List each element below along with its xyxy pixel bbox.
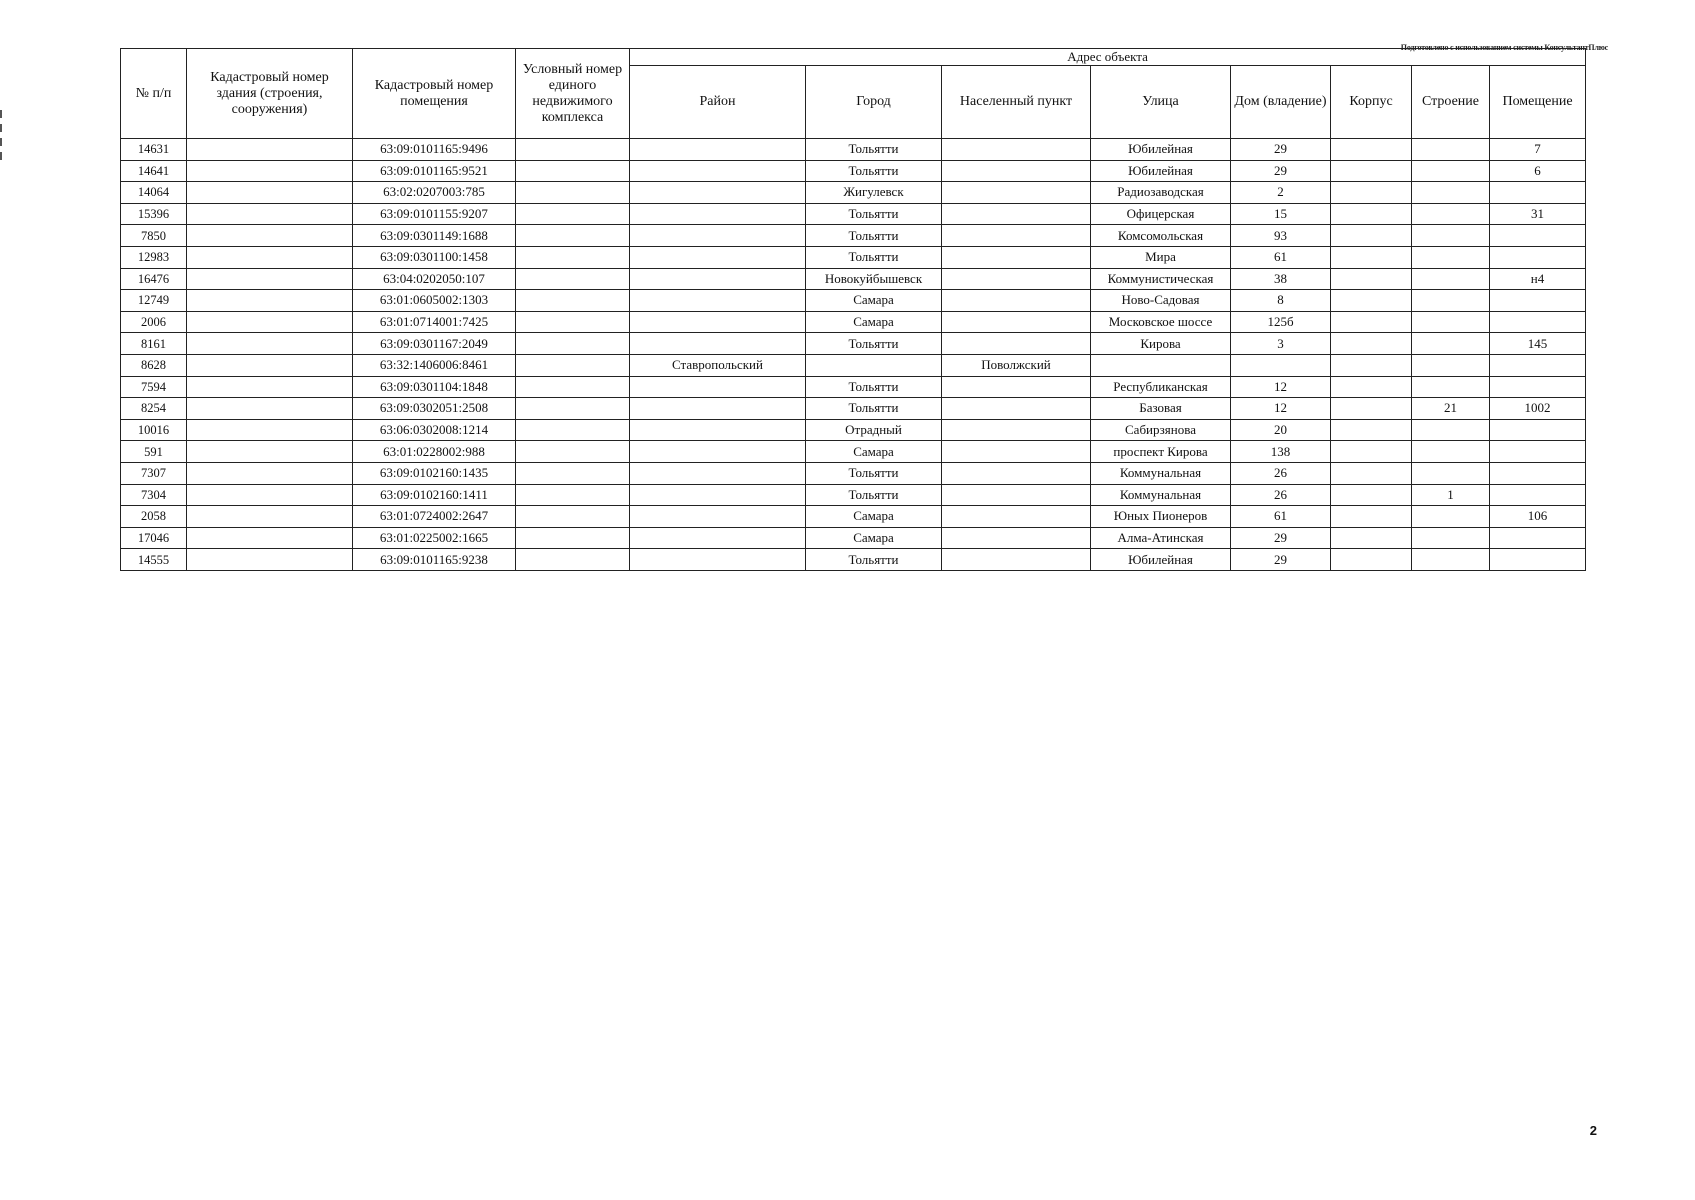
cell-num: 15396	[121, 203, 187, 225]
cell-room: 31	[1490, 203, 1586, 225]
cell-building-cadastral	[187, 290, 353, 312]
cell-house: 8	[1231, 290, 1331, 312]
cell-street: Юбилейная	[1091, 139, 1231, 161]
cell-korpus	[1331, 311, 1412, 333]
cell-num: 14641	[121, 160, 187, 182]
cell-premise-cadastral: 63:09:0101155:9207	[353, 203, 516, 225]
cell-stroenie	[1412, 182, 1490, 204]
cell-conditional-number	[516, 506, 630, 528]
cell-street: Московское шоссе	[1091, 311, 1231, 333]
cell-stroenie	[1412, 354, 1490, 376]
cell-house: 29	[1231, 139, 1331, 161]
cell-building-cadastral	[187, 441, 353, 463]
cell-stroenie	[1412, 462, 1490, 484]
table-row	[121, 354, 1586, 376]
cell-korpus	[1331, 225, 1412, 247]
cell-stroenie	[1412, 527, 1490, 549]
cell-district	[630, 462, 806, 484]
cell-street: проспект Кирова	[1091, 441, 1231, 463]
cell-settlement	[942, 398, 1091, 420]
cell-district	[630, 139, 806, 161]
cell-room	[1490, 527, 1586, 549]
cell-conditional-number	[516, 441, 630, 463]
cell-room	[1490, 354, 1586, 376]
cell-street: Комсомольская	[1091, 225, 1231, 247]
table-row	[121, 139, 1586, 161]
cell-district	[630, 484, 806, 506]
table-row	[121, 225, 1586, 247]
cell-stroenie: 1	[1412, 484, 1490, 506]
cell-stroenie	[1412, 506, 1490, 528]
table-row	[121, 419, 1586, 441]
cell-house: 26	[1231, 484, 1331, 506]
cell-city: Самара	[806, 290, 942, 312]
cell-stroenie	[1412, 203, 1490, 225]
header-house: Дом (владение)	[1231, 66, 1331, 139]
cell-district	[630, 527, 806, 549]
cell-house: 20	[1231, 419, 1331, 441]
cell-premise-cadastral: 63:04:0202050:107	[353, 268, 516, 290]
cell-premise-cadastral: 63:01:0724002:2647	[353, 506, 516, 528]
cell-settlement	[942, 549, 1091, 571]
cell-street: Коммунальная	[1091, 484, 1231, 506]
header-korpus: Корпус	[1331, 66, 1412, 139]
cell-korpus	[1331, 203, 1412, 225]
cell-building-cadastral	[187, 527, 353, 549]
cell-house: 38	[1231, 268, 1331, 290]
cell-room: н4	[1490, 268, 1586, 290]
table-row	[121, 398, 1586, 420]
cell-city: Самара	[806, 527, 942, 549]
cell-premise-cadastral: 63:01:0605002:1303	[353, 290, 516, 312]
cell-settlement	[942, 376, 1091, 398]
cell-street	[1091, 354, 1231, 376]
header-address-group: Адрес объекта	[630, 49, 1586, 66]
cell-premise-cadastral: 63:09:0101165:9238	[353, 549, 516, 571]
cell-room	[1490, 311, 1586, 333]
cell-city: Тольятти	[806, 376, 942, 398]
header-district: Район	[630, 66, 806, 139]
cell-num: 7304	[121, 484, 187, 506]
cell-num: 14555	[121, 549, 187, 571]
cell-street: Коммунальная	[1091, 462, 1231, 484]
cell-conditional-number	[516, 290, 630, 312]
cell-korpus	[1331, 333, 1412, 355]
header-conditional-number: Условный номер единого недвижимого комплекса	[516, 49, 630, 139]
cell-room: 7	[1490, 139, 1586, 161]
cell-korpus	[1331, 139, 1412, 161]
cell-num: 591	[121, 441, 187, 463]
header-street: Улица	[1091, 66, 1231, 139]
cell-house: 138	[1231, 441, 1331, 463]
cell-premise-cadastral: 63:01:0225002:1665	[353, 527, 516, 549]
cell-street: Коммунистическая	[1091, 268, 1231, 290]
cell-building-cadastral	[187, 549, 353, 571]
cell-stroenie	[1412, 311, 1490, 333]
cell-conditional-number	[516, 182, 630, 204]
cell-room	[1490, 246, 1586, 268]
cell-conditional-number	[516, 549, 630, 571]
cell-room: 1002	[1490, 398, 1586, 420]
cell-premise-cadastral: 63:09:0301100:1458	[353, 246, 516, 268]
cell-street: Юбилейная	[1091, 549, 1231, 571]
cell-korpus	[1331, 462, 1412, 484]
cell-street: Кирова	[1091, 333, 1231, 355]
scan-margin-marks	[0, 110, 4, 166]
cell-num: 7850	[121, 225, 187, 247]
cell-settlement	[942, 462, 1091, 484]
cell-num: 2058	[121, 506, 187, 528]
cell-house: 12	[1231, 398, 1331, 420]
cell-city: Самара	[806, 441, 942, 463]
cell-building-cadastral	[187, 160, 353, 182]
page-number: 2	[1589, 1123, 1597, 1138]
cell-building-cadastral	[187, 506, 353, 528]
cell-korpus	[1331, 549, 1412, 571]
cell-building-cadastral	[187, 311, 353, 333]
cell-conditional-number	[516, 484, 630, 506]
cell-settlement	[942, 182, 1091, 204]
cell-conditional-number	[516, 311, 630, 333]
cell-district	[630, 182, 806, 204]
cell-building-cadastral	[187, 354, 353, 376]
cell-settlement	[942, 225, 1091, 247]
cell-room	[1490, 484, 1586, 506]
cell-settlement	[942, 290, 1091, 312]
table-row	[121, 441, 1586, 463]
cell-city: Тольятти	[806, 203, 942, 225]
cell-korpus	[1331, 290, 1412, 312]
cell-city: Жигулевск	[806, 182, 942, 204]
cell-premise-cadastral: 63:09:0301104:1848	[353, 376, 516, 398]
cell-building-cadastral	[187, 139, 353, 161]
cell-premise-cadastral: 63:09:0302051:2508	[353, 398, 516, 420]
table-row	[121, 527, 1586, 549]
cell-city: Тольятти	[806, 160, 942, 182]
cell-house: 2	[1231, 182, 1331, 204]
cell-building-cadastral	[187, 203, 353, 225]
cell-district: Ставропольский	[630, 354, 806, 376]
table-row	[121, 268, 1586, 290]
table-row	[121, 333, 1586, 355]
cell-premise-cadastral: 63:09:0102160:1411	[353, 484, 516, 506]
header-pomeshchenie: Помещение	[1490, 66, 1586, 139]
cell-premise-cadastral: 63:09:0102160:1435	[353, 462, 516, 484]
cell-num: 16476	[121, 268, 187, 290]
cell-premise-cadastral: 63:32:1406006:8461	[353, 354, 516, 376]
table-row	[121, 462, 1586, 484]
cell-street: Алма-Атинская	[1091, 527, 1231, 549]
cell-korpus	[1331, 484, 1412, 506]
header-city: Город	[806, 66, 942, 139]
cell-room	[1490, 225, 1586, 247]
table-row	[121, 182, 1586, 204]
cell-house: 29	[1231, 527, 1331, 549]
cell-stroenie	[1412, 419, 1490, 441]
cell-district	[630, 160, 806, 182]
cell-street: Сабирзянова	[1091, 419, 1231, 441]
table-row	[121, 484, 1586, 506]
cell-city: Тольятти	[806, 333, 942, 355]
cell-korpus	[1331, 506, 1412, 528]
cell-city: Тольятти	[806, 225, 942, 247]
table-row	[121, 246, 1586, 268]
cell-korpus	[1331, 398, 1412, 420]
cell-room	[1490, 419, 1586, 441]
register-table	[120, 48, 1586, 571]
cell-house: 3	[1231, 333, 1331, 355]
cell-settlement	[942, 419, 1091, 441]
cell-stroenie	[1412, 333, 1490, 355]
cell-house: 15	[1231, 203, 1331, 225]
cell-city: Новокуйбышевск	[806, 268, 942, 290]
cell-district	[630, 398, 806, 420]
cell-room	[1490, 290, 1586, 312]
cell-room	[1490, 462, 1586, 484]
cell-house: 26	[1231, 462, 1331, 484]
cell-district	[630, 549, 806, 571]
cell-district	[630, 246, 806, 268]
cell-room	[1490, 376, 1586, 398]
cell-city: Отрадный	[806, 419, 942, 441]
cell-stroenie	[1412, 225, 1490, 247]
cell-district	[630, 333, 806, 355]
cell-house: 125б	[1231, 311, 1331, 333]
cell-num: 8254	[121, 398, 187, 420]
cell-city: Самара	[806, 506, 942, 528]
cell-stroenie	[1412, 268, 1490, 290]
cell-house: 61	[1231, 246, 1331, 268]
cell-conditional-number	[516, 354, 630, 376]
cell-conditional-number	[516, 268, 630, 290]
cell-num: 12983	[121, 246, 187, 268]
cell-building-cadastral	[187, 333, 353, 355]
cell-conditional-number	[516, 376, 630, 398]
cell-district	[630, 290, 806, 312]
cell-conditional-number	[516, 333, 630, 355]
cell-house: 29	[1231, 160, 1331, 182]
cell-settlement	[942, 333, 1091, 355]
cell-num: 14631	[121, 139, 187, 161]
cell-street: Юбилейная	[1091, 160, 1231, 182]
cell-conditional-number	[516, 139, 630, 161]
cell-stroenie	[1412, 246, 1490, 268]
cell-room	[1490, 549, 1586, 571]
cell-building-cadastral	[187, 376, 353, 398]
cell-room: 6	[1490, 160, 1586, 182]
cell-house: 61	[1231, 506, 1331, 528]
cell-premise-cadastral: 63:09:0301167:2049	[353, 333, 516, 355]
cell-korpus	[1331, 354, 1412, 376]
cell-stroenie: 21	[1412, 398, 1490, 420]
cell-settlement	[942, 139, 1091, 161]
cell-house	[1231, 354, 1331, 376]
cell-street: Юных Пионеров	[1091, 506, 1231, 528]
cell-conditional-number	[516, 419, 630, 441]
cell-building-cadastral	[187, 182, 353, 204]
cell-premise-cadastral: 63:01:0228002:988	[353, 441, 516, 463]
cell-building-cadastral	[187, 268, 353, 290]
cell-street: Мира	[1091, 246, 1231, 268]
register-table-container	[120, 48, 1585, 571]
cell-city: Тольятти	[806, 462, 942, 484]
cell-district	[630, 419, 806, 441]
cell-num: 10016	[121, 419, 187, 441]
cell-room: 106	[1490, 506, 1586, 528]
cell-settlement	[942, 246, 1091, 268]
cell-building-cadastral	[187, 462, 353, 484]
cell-conditional-number	[516, 527, 630, 549]
cell-premise-cadastral: 63:09:0101165:9521	[353, 160, 516, 182]
cell-korpus	[1331, 419, 1412, 441]
cell-building-cadastral	[187, 246, 353, 268]
cell-stroenie	[1412, 139, 1490, 161]
table-row	[121, 311, 1586, 333]
cell-settlement	[942, 268, 1091, 290]
cell-street: Офицерская	[1091, 203, 1231, 225]
cell-street: Радиозаводская	[1091, 182, 1231, 204]
header-building-cadastral: Кадастровый номер здания (строения, сооружения)	[187, 49, 353, 139]
cell-num: 7594	[121, 376, 187, 398]
cell-building-cadastral	[187, 398, 353, 420]
cell-street: Базовая	[1091, 398, 1231, 420]
cell-premise-cadastral: 63:01:0714001:7425	[353, 311, 516, 333]
cell-num: 12749	[121, 290, 187, 312]
cell-premise-cadastral: 63:02:0207003:785	[353, 182, 516, 204]
header-premise-cadastral: Кадастровый номер помещения	[353, 49, 516, 139]
cell-district	[630, 376, 806, 398]
table-row	[121, 290, 1586, 312]
cell-stroenie	[1412, 376, 1490, 398]
cell-korpus	[1331, 268, 1412, 290]
cell-num: 17046	[121, 527, 187, 549]
cell-korpus	[1331, 527, 1412, 549]
cell-city: Тольятти	[806, 398, 942, 420]
cell-district	[630, 441, 806, 463]
cell-city: Самара	[806, 311, 942, 333]
cell-conditional-number	[516, 225, 630, 247]
cell-stroenie	[1412, 160, 1490, 182]
cell-city: Тольятти	[806, 139, 942, 161]
cell-settlement	[942, 160, 1091, 182]
cell-street: Республиканская	[1091, 376, 1231, 398]
cell-conditional-number	[516, 462, 630, 484]
cell-settlement	[942, 441, 1091, 463]
cell-num: 14064	[121, 182, 187, 204]
cell-street: Ново-Садовая	[1091, 290, 1231, 312]
cell-house: 29	[1231, 549, 1331, 571]
cell-num: 8161	[121, 333, 187, 355]
cell-house: 93	[1231, 225, 1331, 247]
table-row	[121, 203, 1586, 225]
cell-korpus	[1331, 441, 1412, 463]
header-stroenie: Строение	[1412, 66, 1490, 139]
cell-conditional-number	[516, 203, 630, 225]
cell-building-cadastral	[187, 225, 353, 247]
cell-district	[630, 268, 806, 290]
table-row	[121, 506, 1586, 528]
cell-city: Тольятти	[806, 484, 942, 506]
cell-building-cadastral	[187, 484, 353, 506]
cell-district	[630, 203, 806, 225]
cell-stroenie	[1412, 441, 1490, 463]
cell-district	[630, 311, 806, 333]
cell-settlement: Поволжский	[942, 354, 1091, 376]
cell-settlement	[942, 311, 1091, 333]
cell-premise-cadastral: 63:09:0301149:1688	[353, 225, 516, 247]
cell-room	[1490, 182, 1586, 204]
register-table-body	[121, 139, 1586, 571]
cell-settlement	[942, 506, 1091, 528]
header-settlement: Населенный пункт	[942, 66, 1091, 139]
table-row	[121, 549, 1586, 571]
cell-num: 2006	[121, 311, 187, 333]
cell-num: 8628	[121, 354, 187, 376]
cell-premise-cadastral: 63:06:0302008:1214	[353, 419, 516, 441]
cell-conditional-number	[516, 398, 630, 420]
header-num: № п/п	[121, 49, 187, 139]
cell-room: 145	[1490, 333, 1586, 355]
cell-district	[630, 506, 806, 528]
cell-settlement	[942, 203, 1091, 225]
cell-stroenie	[1412, 549, 1490, 571]
consultant-plus-note: Подготовлено с использованием системы КонсультантПлюс	[1400, 43, 1608, 52]
cell-room	[1490, 441, 1586, 463]
cell-city	[806, 354, 942, 376]
table-row	[121, 376, 1586, 398]
cell-district	[630, 225, 806, 247]
cell-num: 7307	[121, 462, 187, 484]
table-row	[121, 160, 1586, 182]
cell-city: Тольятти	[806, 549, 942, 571]
cell-settlement	[942, 527, 1091, 549]
cell-premise-cadastral: 63:09:0101165:9496	[353, 139, 516, 161]
cell-house: 12	[1231, 376, 1331, 398]
cell-korpus	[1331, 160, 1412, 182]
cell-korpus	[1331, 376, 1412, 398]
cell-stroenie	[1412, 290, 1490, 312]
cell-city: Тольятти	[806, 246, 942, 268]
cell-korpus	[1331, 182, 1412, 204]
cell-building-cadastral	[187, 419, 353, 441]
cell-conditional-number	[516, 246, 630, 268]
cell-conditional-number	[516, 160, 630, 182]
cell-korpus	[1331, 246, 1412, 268]
cell-settlement	[942, 484, 1091, 506]
